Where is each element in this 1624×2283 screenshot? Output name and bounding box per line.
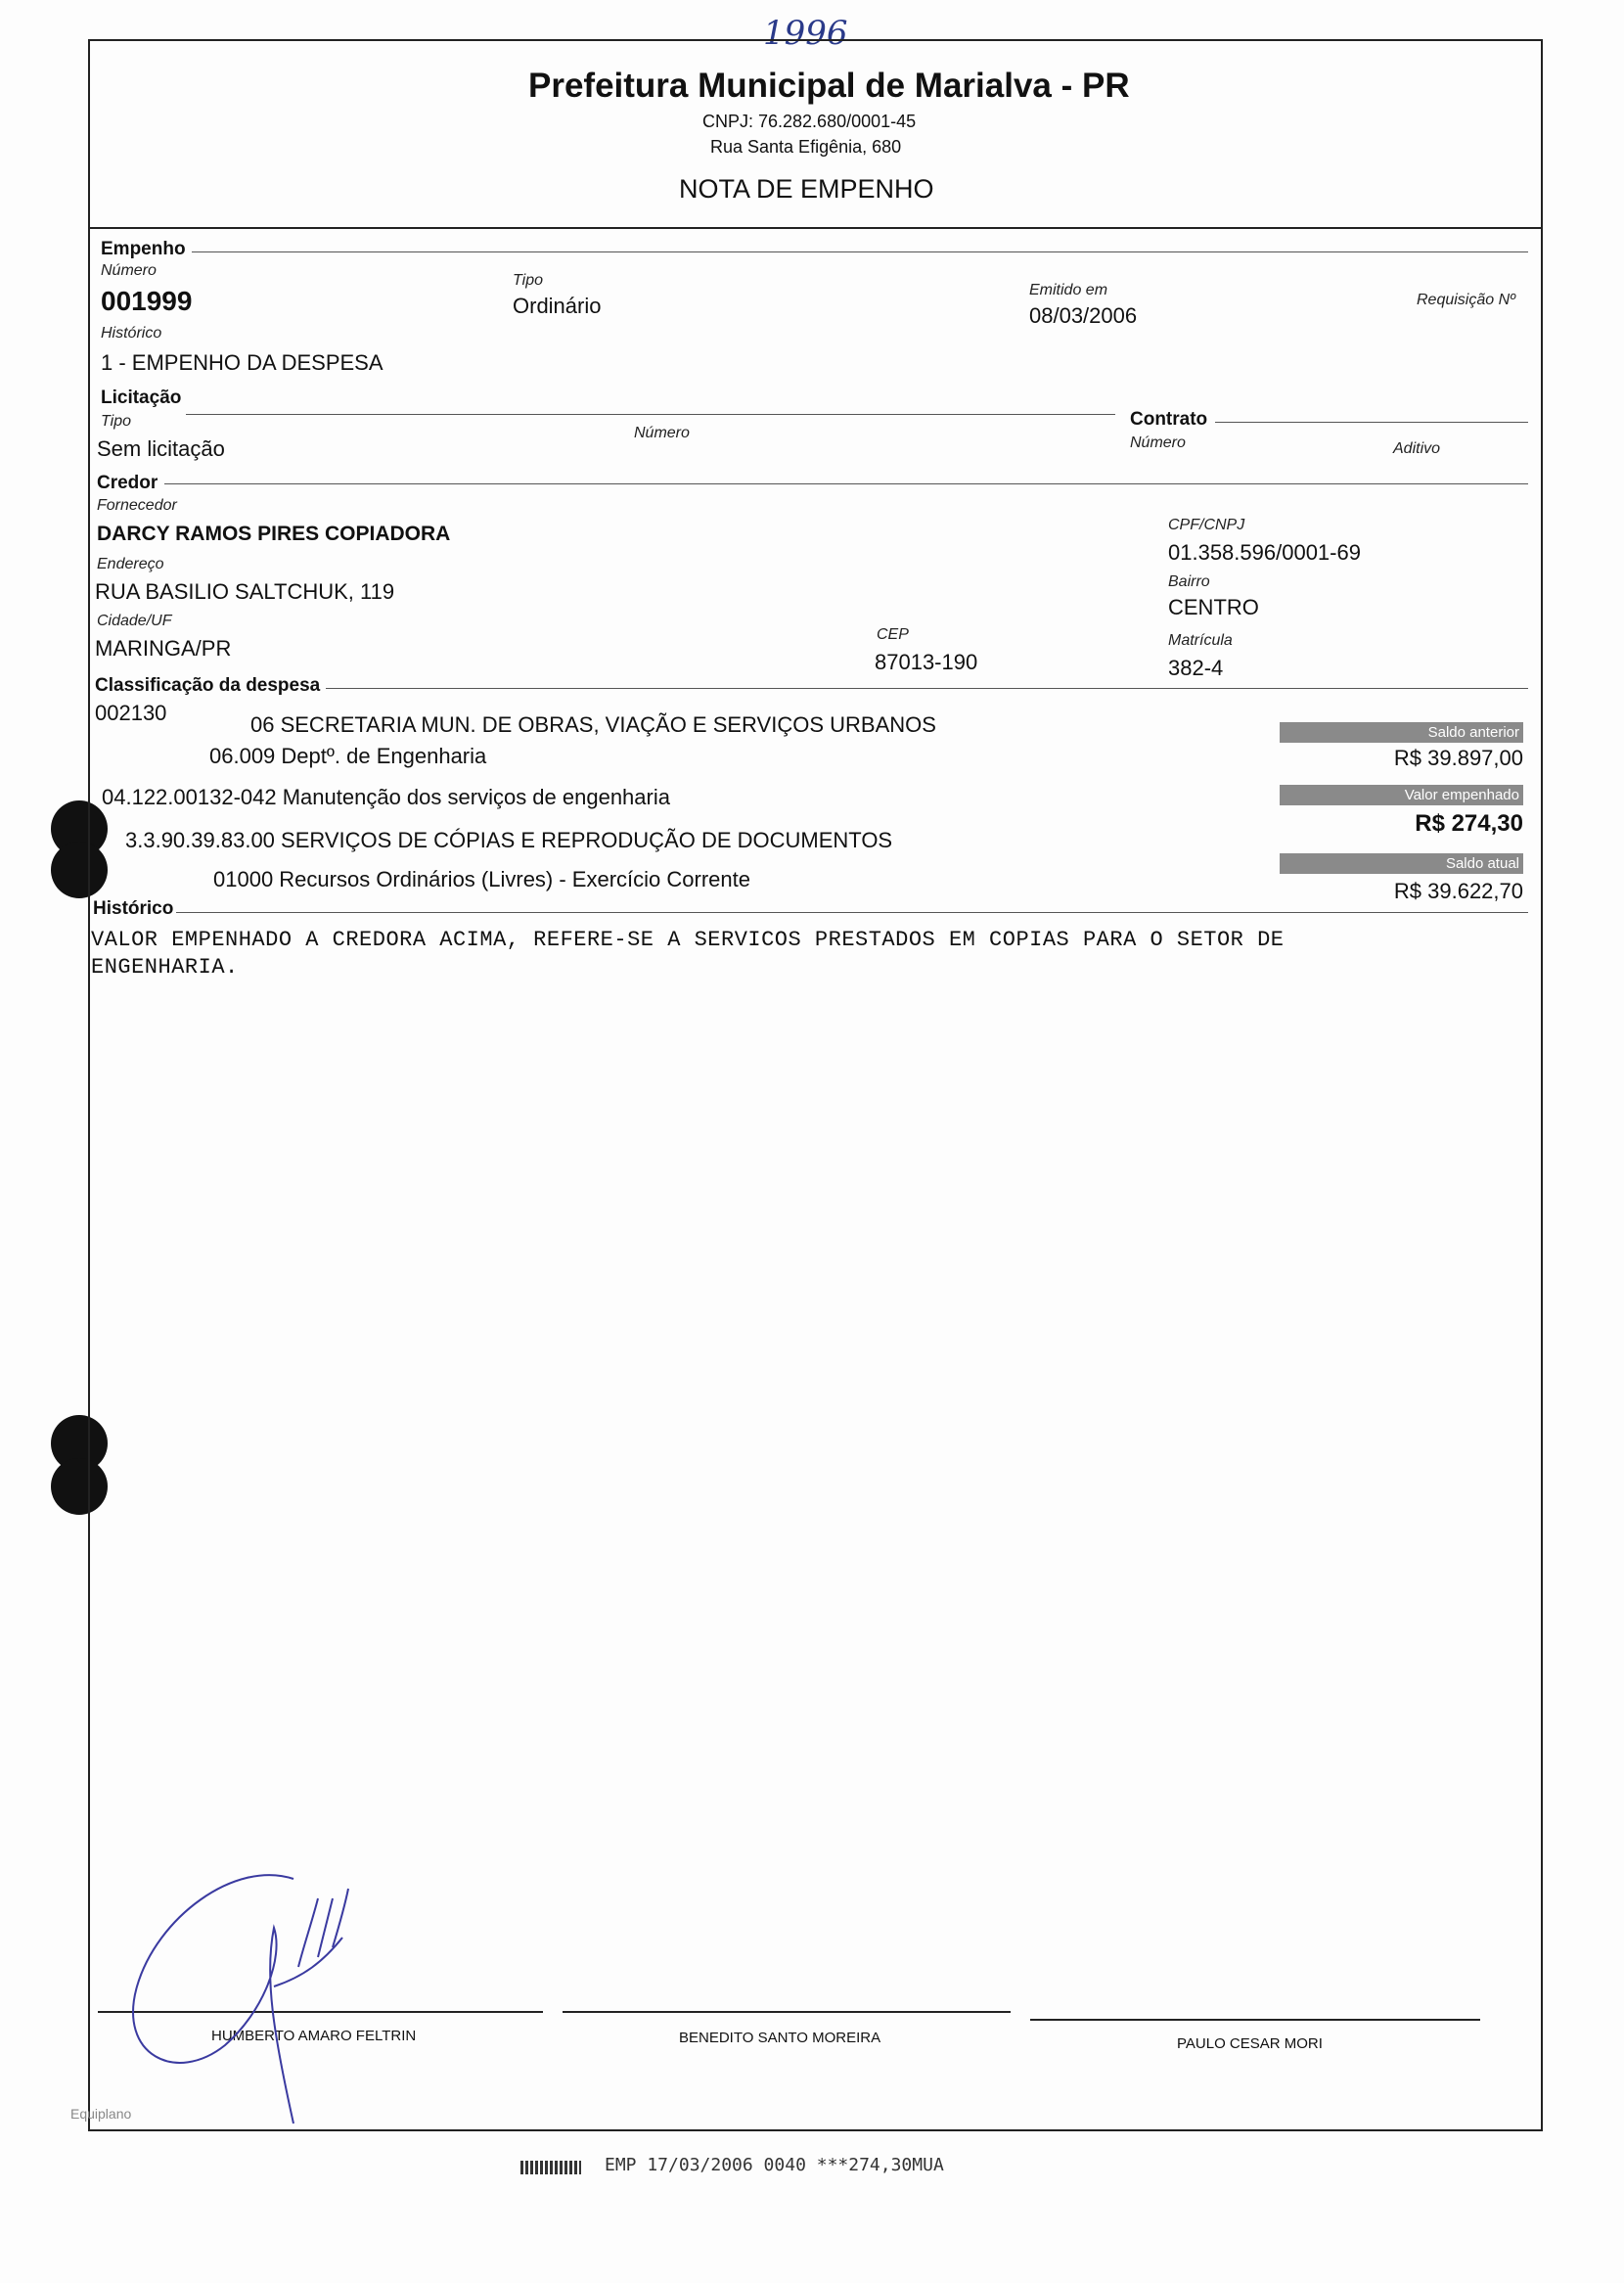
signatory-3: PAULO CESAR MORI (1177, 2035, 1323, 2052)
endereco-value: RUA BASILIO SALTCHUK, 119 (95, 579, 395, 604)
classificacao-code: 002130 (95, 701, 167, 725)
saldo-atual-value: R$ 39.622,70 (1393, 879, 1523, 903)
empenho-rule (192, 251, 1528, 252)
machine-stamp: EMP 17/03/2006 0040 ***274,30MUA (605, 2155, 944, 2175)
signatory-1: HUMBERTO AMARO FELTRIN (211, 2028, 417, 2044)
classificacao-section-label: Classificação da despesa (95, 675, 321, 696)
cidade-value: MARINGA/PR (95, 636, 232, 661)
bairro-label: Bairro (1168, 573, 1210, 590)
matricula-value: 382-4 (1168, 656, 1224, 680)
credor-section-label: Credor (97, 473, 158, 493)
software-label: Equiplano (70, 2106, 132, 2122)
machine-stamp-logo (520, 2161, 581, 2174)
empenho-numero-label: Número (101, 262, 157, 279)
cidade-label: Cidade/UF (97, 613, 172, 629)
handwritten-number: 1996 (763, 14, 848, 53)
licitacao-tipo-label: Tipo (101, 413, 131, 430)
empenho-tipo-label: Tipo (513, 272, 543, 289)
emitido-label: Emitido em (1029, 282, 1108, 298)
saldo-atual-label: Saldo atual (1280, 853, 1523, 874)
classificacao-orgao: 06 SECRETARIA MUN. DE OBRAS, VIAÇÃO E SERVIÇOS URBANOS (250, 712, 936, 737)
valor-empenhado-value: R$ 274,30 (1415, 810, 1523, 837)
cpf-value: 01.358.596/0001-69 (1168, 540, 1361, 565)
endereco-label: Endereço (97, 556, 164, 572)
handwritten-signature (117, 1840, 430, 2133)
matricula-label: Matrícula (1168, 632, 1233, 649)
empenho-numero: 001999 (101, 286, 193, 316)
cnpj-line: CNPJ: 76.282.680/0001-45 (702, 112, 917, 131)
municipality-title: Prefeitura Municipal de Marialva - PR (528, 67, 1130, 105)
contrato-section-label: Contrato (1130, 409, 1208, 430)
historico-line-1: VALOR EMPENHADO A CREDORA ACIMA, REFERE-SE A SERVICOS PRESTADOS EM COPIAS PARA O SETOR DE (91, 928, 1285, 952)
historico-section-label: Histórico (93, 898, 174, 919)
address-line: Rua Santa Efigênia, 680 (710, 137, 902, 157)
bairro-value: CENTRO (1168, 595, 1259, 619)
classificacao-elemento: 3.3.90.39.83.00 SERVIÇOS DE CÓPIAS E REPRODUÇÃO DE DOCUMENTOS (125, 828, 893, 852)
classificacao-recurso: 01000 Recursos Ordinários (Livres) - Exercício Corrente (213, 867, 750, 891)
document-title: NOTA DE EMPENHO (679, 174, 934, 204)
licitacao-tipo: Sem licitação (97, 436, 225, 461)
saldo-anterior-label: Saldo anterior (1280, 722, 1523, 743)
empenho-historico: 1 - EMPENHO DA DESPESA (101, 350, 383, 375)
empenho-historico-label: Histórico (101, 325, 162, 342)
cpf-label: CPF/CNPJ (1168, 517, 1245, 533)
classificacao-funcional: 04.122.00132-042 Manutenção dos serviços de engenharia (102, 785, 670, 809)
cep-label: CEP (877, 626, 909, 643)
emitido-date: 08/03/2006 (1029, 303, 1138, 328)
contrato-rule (1215, 422, 1528, 423)
classificacao-rule (326, 688, 1528, 689)
saldo-anterior-value: R$ 39.897,00 (1393, 746, 1523, 770)
classificacao-unidade: 06.009 Deptº. de Engenharia (209, 744, 487, 768)
historico-line-2: ENGENHARIA. (91, 955, 239, 980)
licitacao-rule (186, 414, 1115, 415)
fornecedor-label: Fornecedor (97, 497, 177, 514)
licitacao-section-label: Licitação (101, 388, 182, 408)
requisicao-label: Requisição Nº (1417, 292, 1515, 308)
credor-rule (164, 483, 1528, 484)
header-divider (88, 227, 1543, 229)
licitacao-numero-label: Número (634, 425, 690, 441)
contrato-aditivo-label: Aditivo (1393, 440, 1441, 457)
cep-value: 87013-190 (875, 650, 978, 674)
signature-line-3 (1030, 2019, 1480, 2021)
contrato-numero-label: Número (1130, 434, 1186, 451)
signatory-2: BENEDITO SANTO MOREIRA (679, 2030, 881, 2046)
signature-line-2 (563, 2011, 1011, 2013)
valor-empenhado-label: Valor empenhado (1280, 785, 1523, 805)
empenho-tipo: Ordinário (513, 294, 602, 318)
empenho-section-label: Empenho (101, 239, 186, 259)
fornecedor-name: DARCY RAMOS PIRES COPIADORA (97, 523, 451, 545)
historico-rule (176, 912, 1528, 913)
